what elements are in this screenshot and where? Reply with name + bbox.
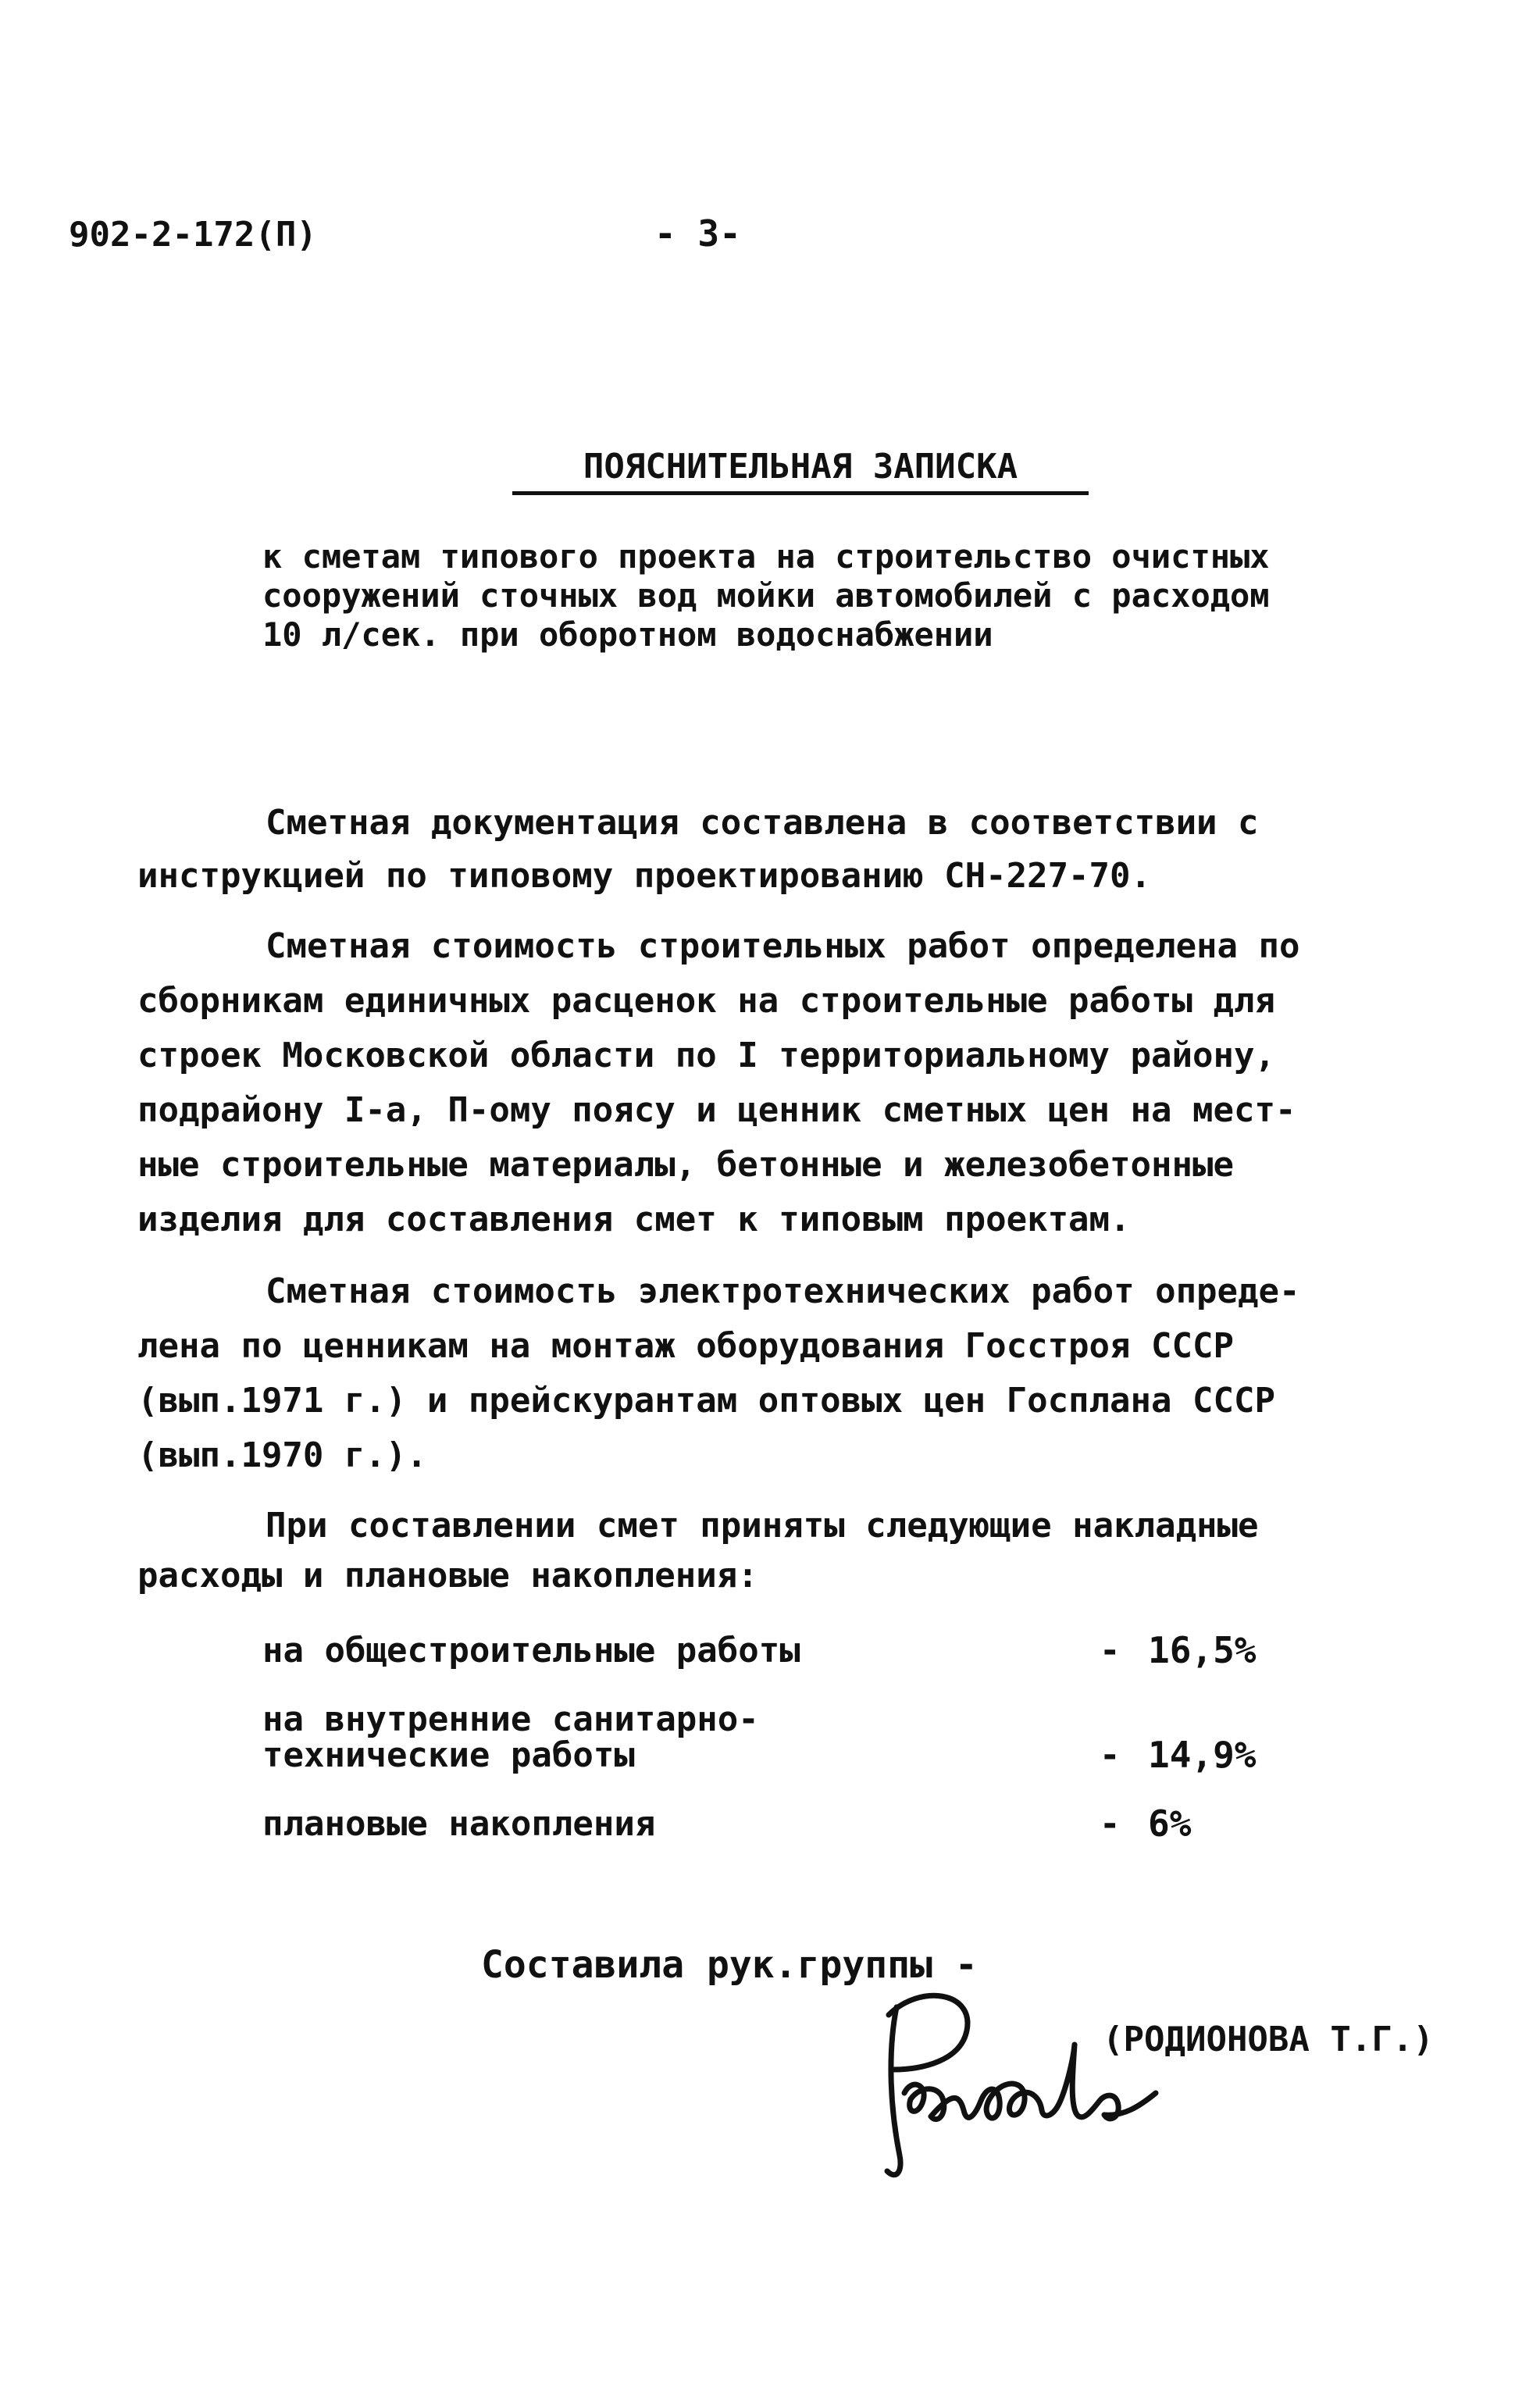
paragraph-2-line: изделия для составления смет к типовым проектам. xyxy=(137,1200,1131,1239)
signer-name: (РОДИОНОВА Т.Г.) xyxy=(1103,2020,1434,2059)
subtitle-line: сооружений сточных вод мойки автомобилей с расходом xyxy=(262,576,1270,615)
paragraph-3-line: (вып.1970 г.). xyxy=(137,1435,427,1475)
rate-label: на общестроительные работы xyxy=(262,1631,800,1671)
document-title: ПОЯСНИТЕЛЬНАЯ ЗАПИСКА xyxy=(512,447,1089,495)
paragraph-1-line: Сметная документация составлена в соответствии с xyxy=(266,803,1259,843)
rate-label: технические работы xyxy=(262,1735,635,1775)
paragraph-2-line: строек Московской области по I территориальному району, xyxy=(137,1036,1275,1075)
paragraph-1-line: инструкцией по типовому проектированию СН-227-70. xyxy=(137,856,1152,896)
rate-value: 16,5% xyxy=(1148,1629,1257,1671)
page-number: - 3- xyxy=(654,212,741,255)
paragraph-2-line: ные строительные материалы, бетонные и железобетонные xyxy=(137,1145,1234,1185)
subtitle-line: к сметам типового проекта на строительство очистных xyxy=(262,537,1270,576)
compiler-label: Составила рук.группы - xyxy=(481,1943,978,1987)
rate-label: на внутренние санитарно- xyxy=(262,1699,759,1739)
paragraph-3-line: (вып.1971 г.) и прейскурантам оптовых цен Госплана СССР xyxy=(137,1381,1275,1421)
paragraph-3-line: лена по ценникам на монтаж оборудования Госстроя СССР xyxy=(137,1326,1234,1366)
paragraph-2-line: подрайону I-а, П-ому поясу и ценник сметных цен на мест- xyxy=(137,1090,1296,1130)
paragraph-2-line: сборникам единичных расценок на строительные работы для xyxy=(137,981,1275,1021)
paragraph-4-line: При составлении смет приняты следующие накладные xyxy=(266,1506,1259,1546)
rate-dash: - xyxy=(1100,1631,1121,1671)
handwritten-signature xyxy=(865,1976,1193,2195)
document-code: 902-2-172(П) xyxy=(69,215,317,255)
rate-value: 6% xyxy=(1148,1802,1192,1845)
subtitle-line: 10 л/сек. при оборотном водоснабжении xyxy=(262,615,993,654)
rate-value: 14,9% xyxy=(1148,1734,1257,1776)
paragraph-2-line: Сметная стоимость строительных работ определена по xyxy=(266,926,1300,966)
rate-dash: - xyxy=(1100,1735,1121,1775)
rate-dash: - xyxy=(1100,1804,1121,1844)
rate-label: плановые накопления xyxy=(262,1804,656,1844)
paragraph-4-line: расходы и плановые накопления: xyxy=(137,1556,758,1596)
paragraph-3-line: Сметная стоимость электротехнических работ опреде- xyxy=(266,1271,1300,1311)
